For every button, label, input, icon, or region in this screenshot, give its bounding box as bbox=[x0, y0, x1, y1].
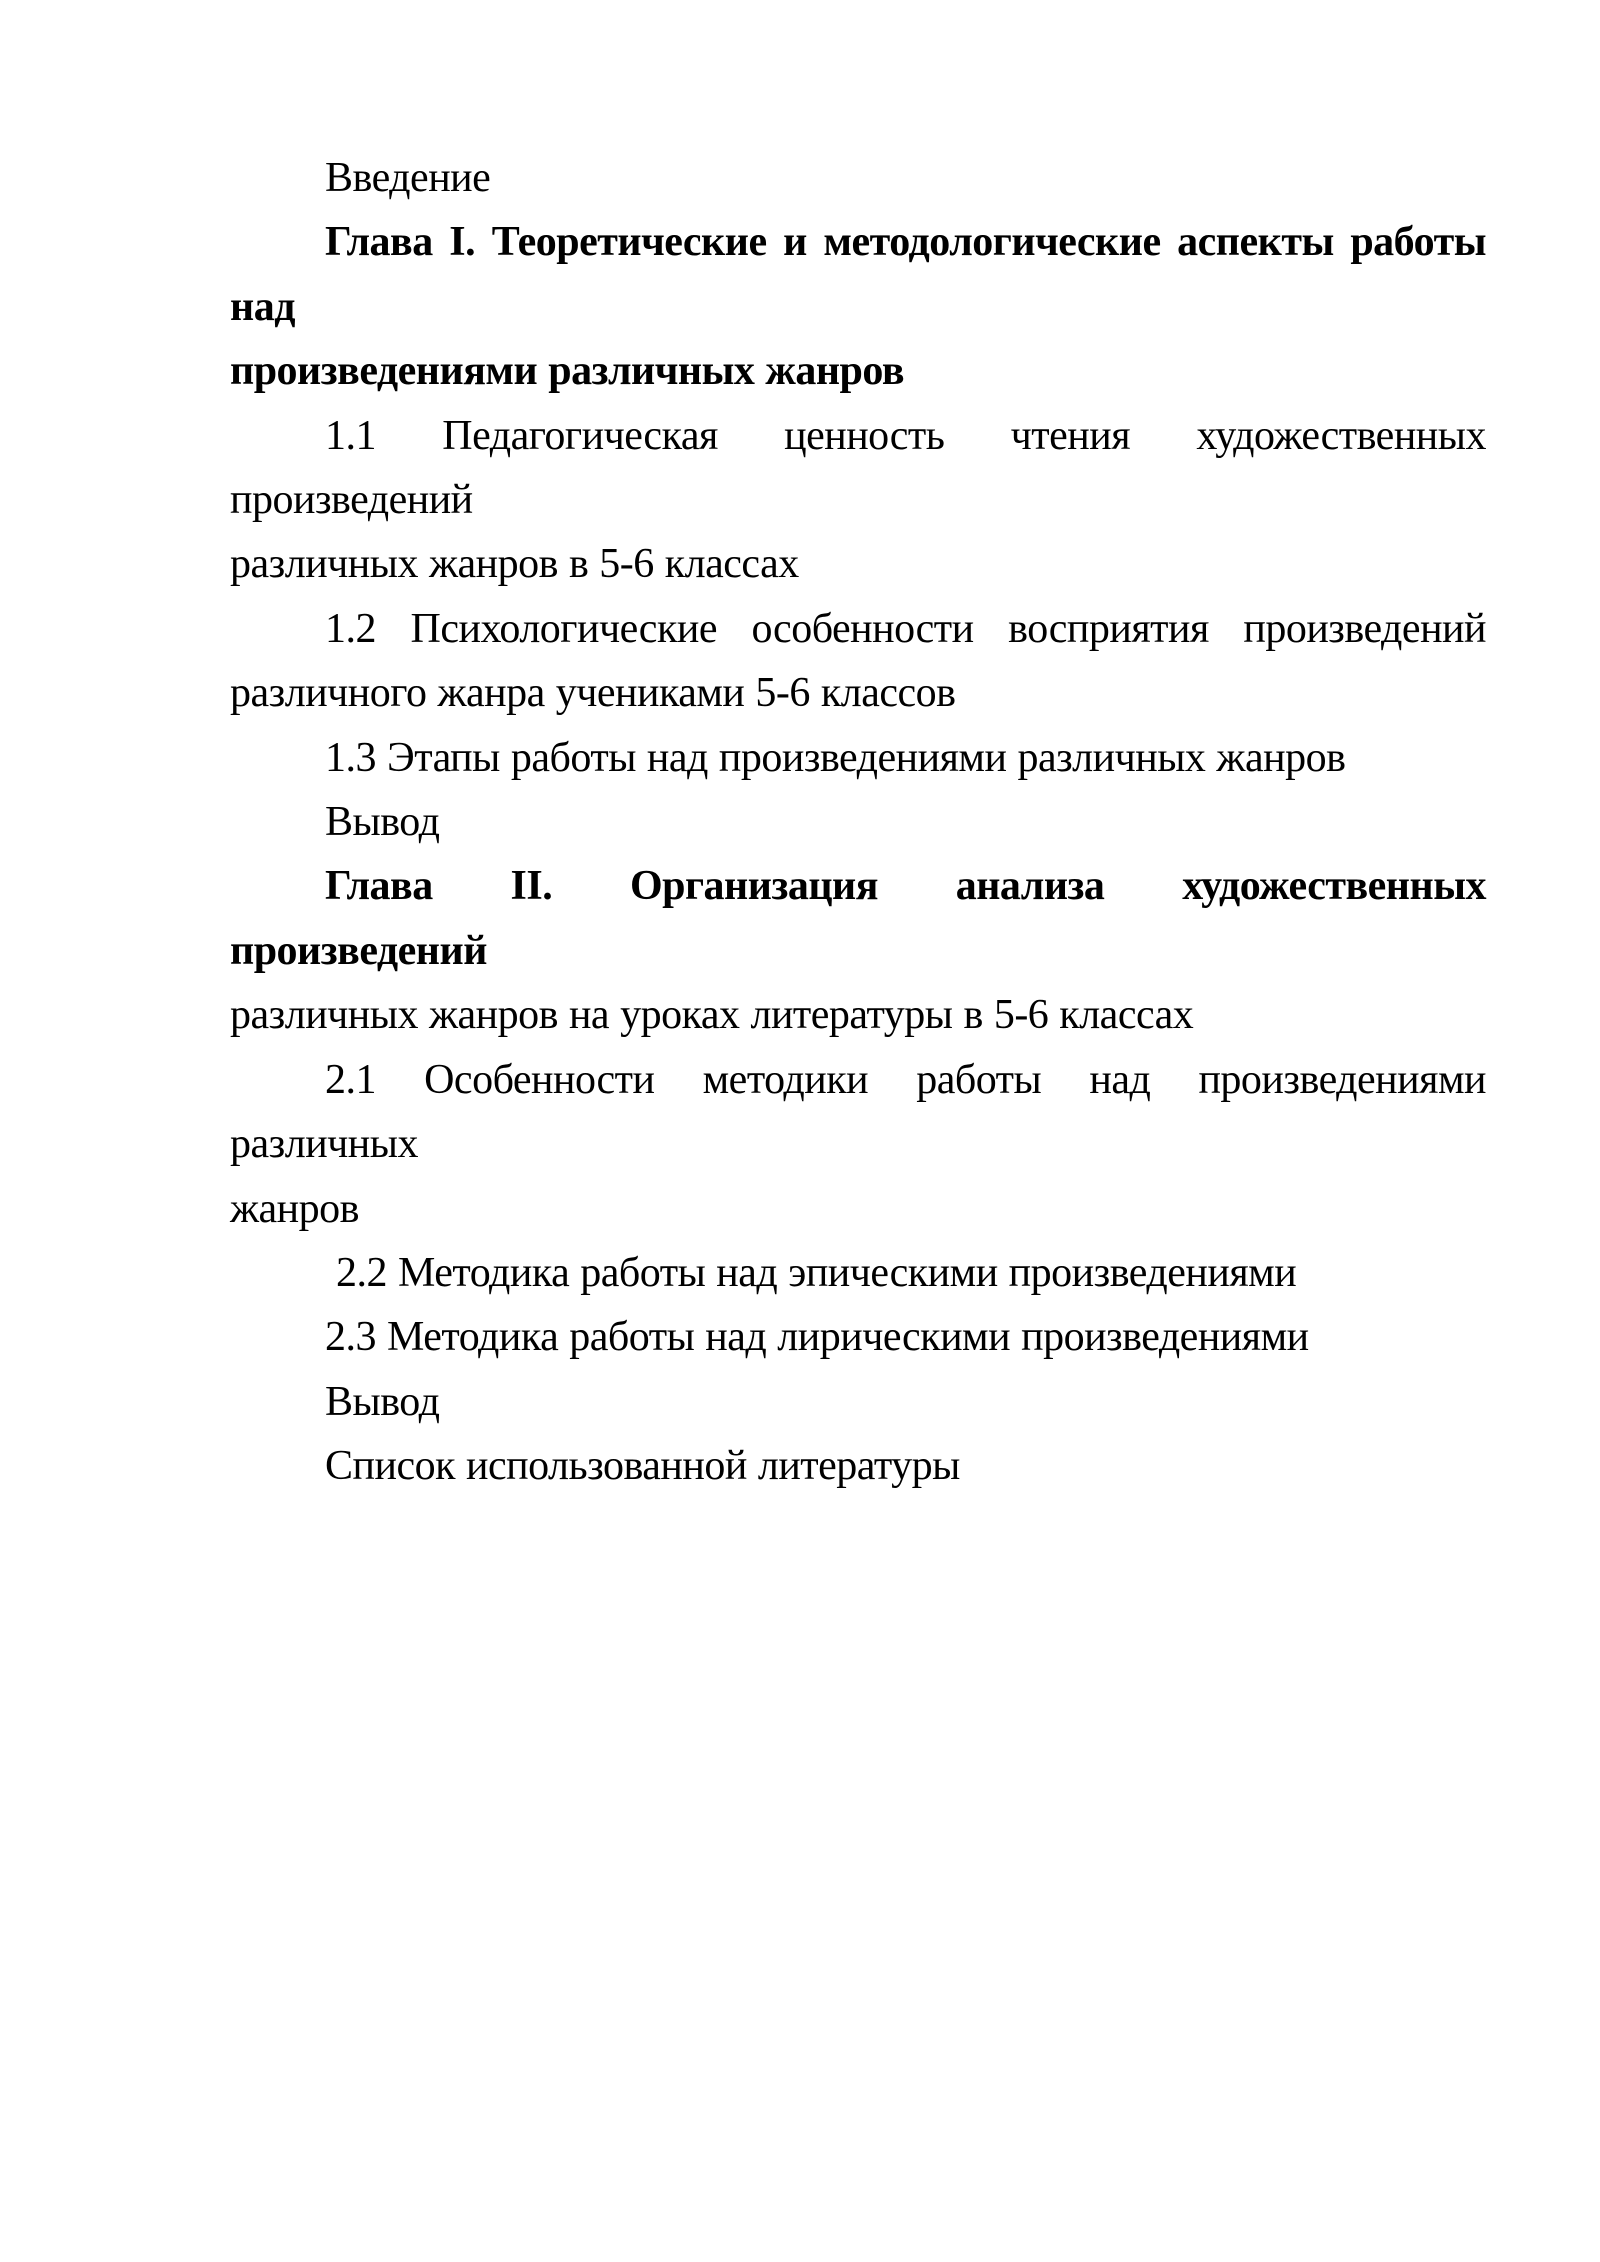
toc-line: произведениями различных жанров bbox=[230, 348, 905, 395]
toc-line: различных жанров в 5-6 классах bbox=[230, 541, 799, 588]
toc-line: Вывод bbox=[325, 1378, 440, 1425]
toc-line: 2.1 Особенности методики работы над произведениями различных bbox=[230, 1056, 1486, 1168]
toc-line: Глава I. Теоретические и методологические аспекты работы над bbox=[230, 219, 1486, 330]
toc-line: 1.2 Психологические особенности восприятия произведений bbox=[325, 605, 1486, 652]
toc-line: Глава II. Организация анализа художественных произведений bbox=[230, 863, 1486, 974]
toc-line: 2.3 Методика работы над лирическими произведениями bbox=[325, 1314, 1309, 1361]
toc-line: Введение bbox=[325, 155, 491, 201]
toc-line: жанров bbox=[230, 1185, 359, 1232]
toc-line: различного жанра учениками 5-6 классов bbox=[230, 670, 956, 717]
toc-line: 1.1 Педагогическая ценность чтения художественных произведений bbox=[230, 412, 1486, 524]
toc-line: Список использованной литературы bbox=[325, 1443, 960, 1490]
toc-line: 1.3 Этапы работы над произведениями различных жанров bbox=[325, 734, 1346, 781]
toc-line: Вывод bbox=[325, 799, 440, 846]
toc-content bbox=[230, 146, 1486, 1499]
toc-line: 2.2 Методика работы над эпическими произведениями bbox=[336, 1249, 1297, 1296]
toc-line: различных жанров на уроках литературы в 5-6 классах bbox=[230, 992, 1194, 1039]
